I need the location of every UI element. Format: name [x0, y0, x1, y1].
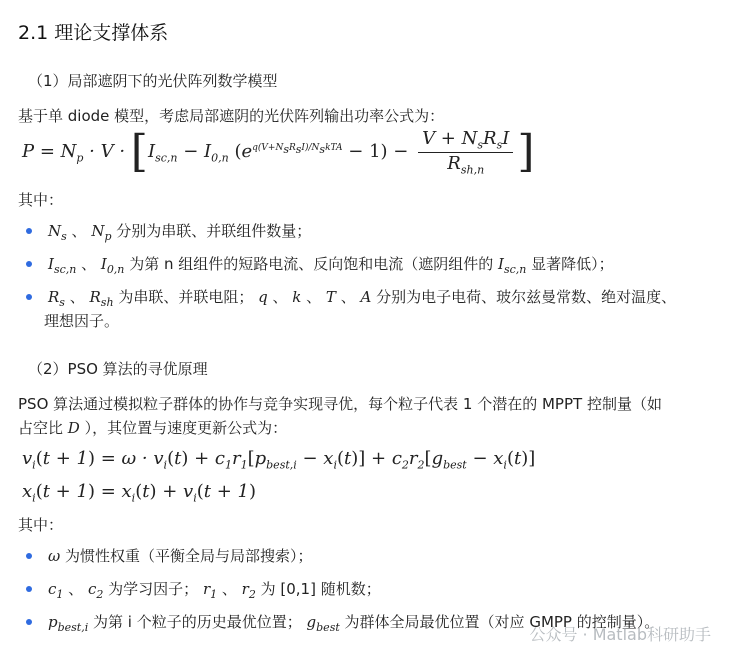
bullet-icon	[26, 294, 32, 300]
section-title: 2.1 理论支撑体系	[18, 22, 169, 44]
subsection-1-heading: （1）局部遮阴下的光伏阵列数学模型	[28, 72, 278, 90]
bullet-icon	[26, 261, 32, 267]
subsection-2-where: 其中：	[18, 516, 64, 534]
list-item: ω 为惯性权重（平衡全局与局部搜索）；	[18, 544, 718, 568]
power-equation: $P = N_p \cdot V \cdot [I_{sc,n} - I_{0,n}$ $(e^{q(V+N_sR_sI)/N_skTA} - 1)$ − $\frac{V + N_sR_sI}{R_{sh,n}}$ ]	[22, 126, 535, 178]
bullet-icon	[26, 228, 32, 234]
bullet-icon	[26, 553, 32, 559]
position-equation: $x_i(t + 1) = x_i(t) + v_i(t + 1)$	[22, 481, 256, 505]
list-item: $R_s$ 、 $R_{sh}$ 为串联、并联电阻； q 、 k 、 T 、 A 分别为电子电荷、玻尔兹曼常数、绝对温度、	[18, 285, 718, 315]
subsection-1-where: 其中：	[18, 191, 64, 209]
subsection-2-heading: （2）PSO 算法的寻优原理	[28, 360, 208, 378]
subsection-1-intro: 基于单 diode 模型，考虑局部遮阴的光伏阵列输出功率公式为：	[18, 107, 445, 125]
list-item: $p_{best,i}$ 为第 i 个粒子的历史最优位置； $g_{best}$ 为群体全局最优位置（对应 GMPP 的控制量）。	[18, 610, 718, 640]
watermark: 公众号 · Matlab科研助手	[529, 625, 711, 644]
list-item: $N_s$ 、 $N_p$ 分别为串联、并联组件数量；	[18, 219, 718, 249]
list-item: $I_{sc,n}$ 、 $I_{0,n}$ 为第 n 组组件的短路电流、反向饱和电流（遮阴组件的 $I_{sc,n}$ 显著降低）；	[18, 252, 718, 282]
velocity-equation: $v_i(t + 1) = \omega \cdot v_i(t) + c_1r_1[p_{best,i} - x_i(t)] + c_2r_2[g_{best} - x_i(t)]$	[22, 448, 536, 472]
list-item: $c_1$ 、 $c_2$ 为学习因子； $r_1$ 、 $r_2$ 为 [0,1] 随机数；	[18, 577, 718, 607]
list-item-continuation: 理想因子。	[44, 312, 120, 330]
subsection-2-intro-line2: 占空比 D ），其位置与速度更新公式为：	[18, 419, 288, 437]
bullet-icon	[26, 586, 32, 592]
bullet-icon	[26, 619, 32, 625]
subsection-2-intro-line1: PSO 算法通过模拟粒子群体的协作与竞争实现寻优，每个粒子代表 1 个潜在的 MPPT 控制量（如	[18, 395, 662, 413]
